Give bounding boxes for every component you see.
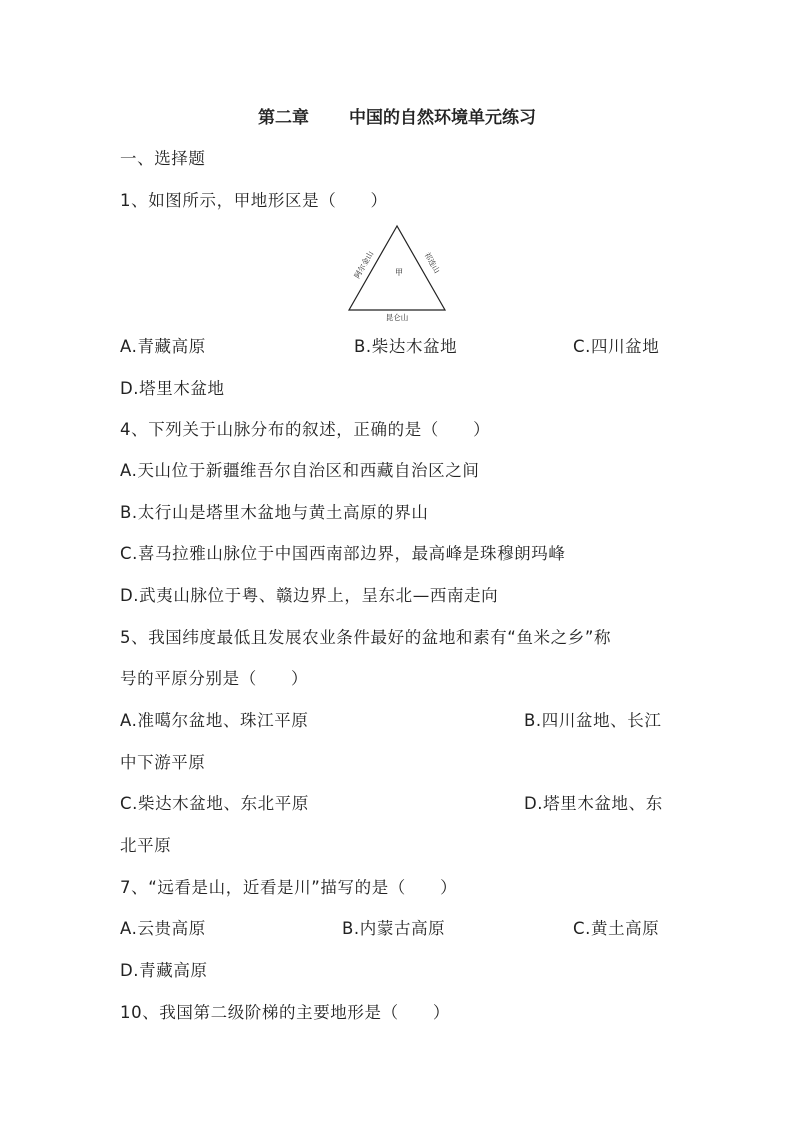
question-4-stem: 4、下列关于山脉分布的叙述，正确的是（ ） bbox=[120, 420, 491, 439]
question-5-option-d: D.塔里木盆地、东 bbox=[524, 794, 663, 813]
question-1-stem: 1、如图所示，甲地形区是（ ） bbox=[120, 191, 388, 210]
question-5-option-b-continued: 中下游平原 bbox=[120, 753, 206, 772]
question-5-stem-line-1: 5、我国纬度最低且发展农业条件最好的盆地和素有“鱼米之乡”称 bbox=[120, 628, 612, 647]
question-10-stem: 10、我国第二级阶梯的主要地形是（ ） bbox=[120, 1003, 450, 1022]
question-5-stem-line-2: 号的平原分别是（ ） bbox=[120, 669, 309, 688]
question-4-option-b: B.太行山是塔里木盆地与黄土高原的界山 bbox=[120, 503, 429, 522]
question-4-option-a: A.天山位于新疆维吾尔自治区和西藏自治区之间 bbox=[120, 461, 480, 480]
question-7-option-a: A.云贵高原 bbox=[120, 919, 206, 938]
question-7-option-d: D.青藏高原 bbox=[120, 961, 208, 980]
figure-right-label: 祁连山 bbox=[422, 250, 442, 275]
figure-center-label: 甲 bbox=[395, 268, 403, 277]
question-4-option-d: D.武夷山脉位于粤、赣边界上，呈东北—西南走向 bbox=[120, 586, 499, 605]
figure-left-label: 阿尔金山 bbox=[352, 249, 376, 280]
chapter-number: 第二章 bbox=[258, 108, 309, 128]
question-4-option-c: C.喜马拉雅山脉位于中国西南部边界，最高峰是珠穆朗玛峰 bbox=[120, 544, 566, 563]
question-7-option-b: B.内蒙古高原 bbox=[342, 919, 446, 938]
question-1-option-b: B.柴达木盆地 bbox=[354, 337, 458, 356]
question-5-option-d-continued: 北平原 bbox=[120, 836, 172, 855]
question-1-option-d: D.塔里木盆地 bbox=[120, 379, 225, 398]
question-1-option-a: A.青藏高原 bbox=[120, 337, 206, 356]
triangle-figure bbox=[344, 222, 450, 322]
question-5-option-b: B.四川盆地、长江 bbox=[524, 711, 662, 730]
section-heading: 一、选择题 bbox=[120, 149, 206, 168]
chapter-name: 中国的自然环境单元练习 bbox=[349, 108, 536, 128]
question-5-option-a: A.准噶尔盆地、珠江平原 bbox=[120, 711, 309, 730]
question-1-option-c: C.四川盆地 bbox=[573, 337, 660, 356]
question-5-option-c: C.柴达木盆地、东北平原 bbox=[120, 794, 309, 813]
document-title bbox=[0, 106, 794, 130]
question-7-stem: 7、“远看是山，近看是川”描写的是（ ） bbox=[120, 878, 458, 897]
question-7-option-c: C.黄土高原 bbox=[573, 919, 660, 938]
figure-bottom-label: 昆仑山 bbox=[385, 313, 409, 322]
